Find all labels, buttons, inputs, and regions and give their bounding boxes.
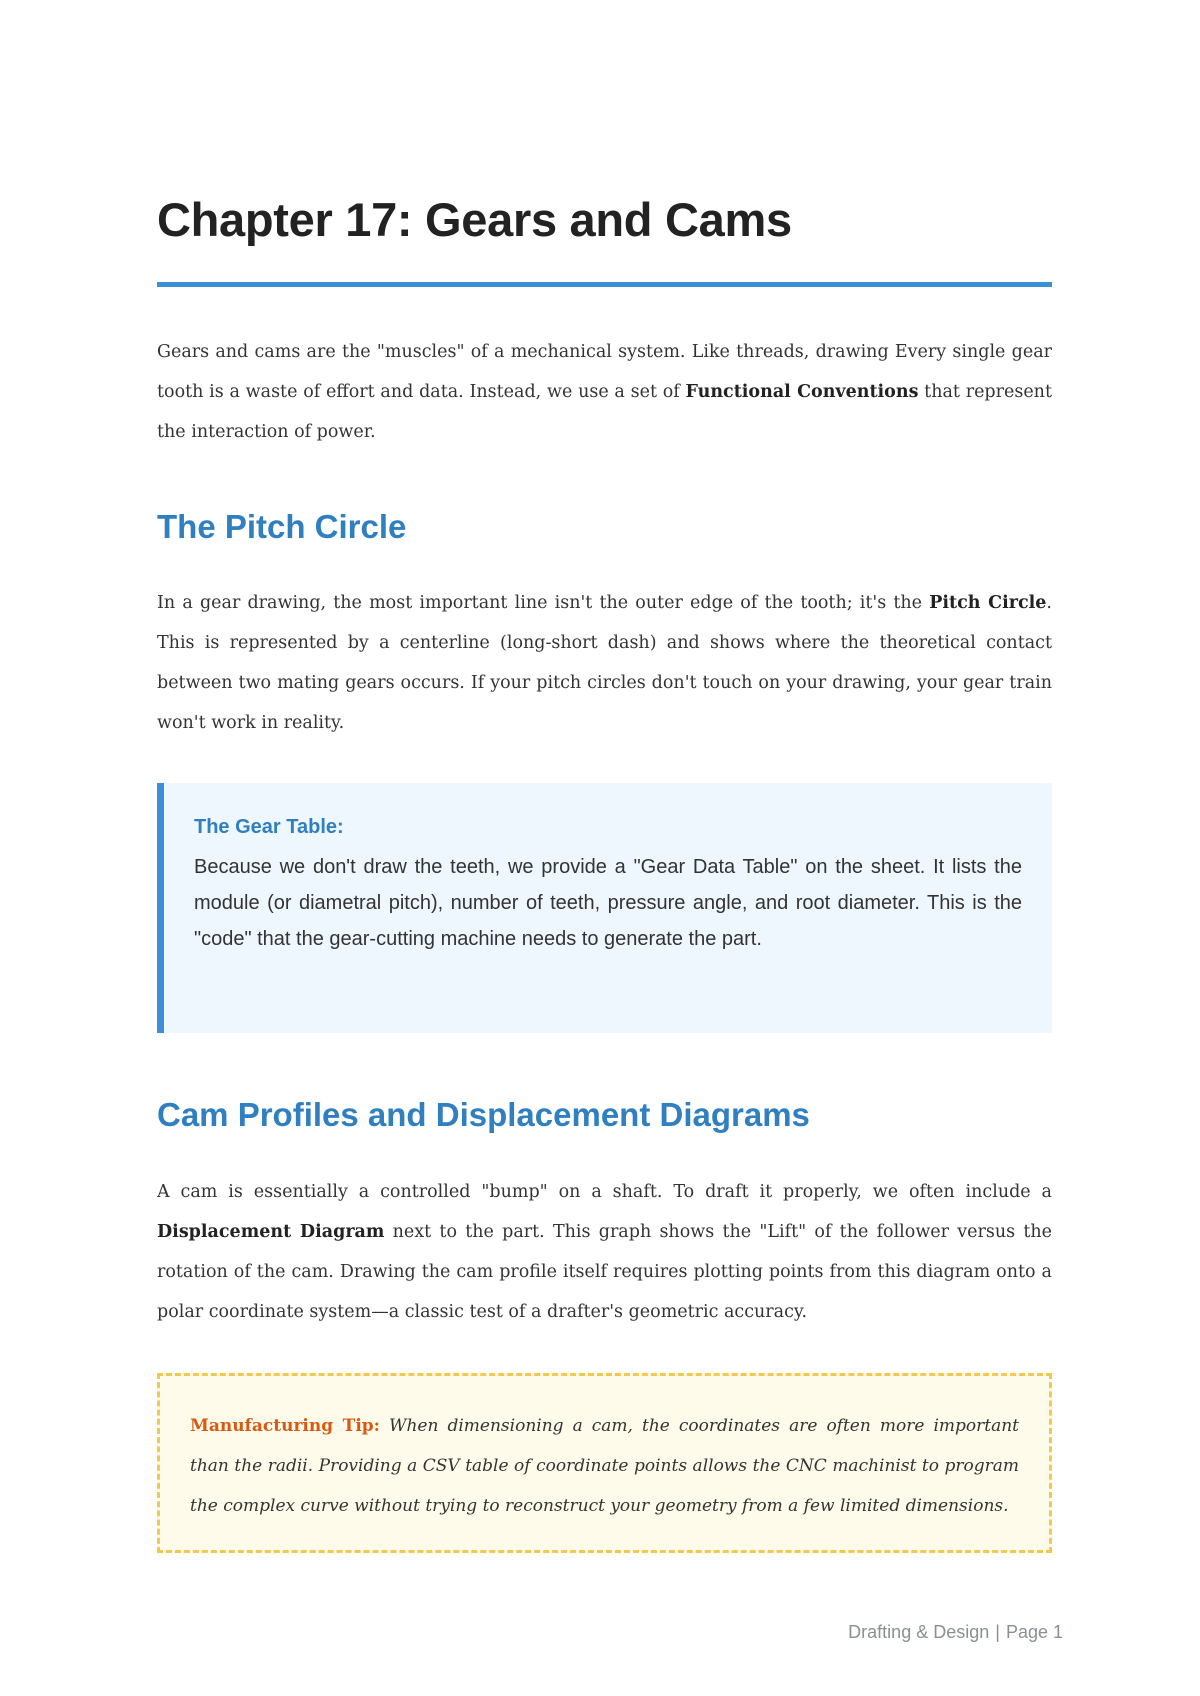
gear-table-callout — [157, 783, 1052, 1033]
gear-table-callout-title: The Gear Table: — [194, 816, 344, 838]
footer-page-number: Page 1 — [1005, 1622, 1063, 1642]
cam-text-1: A cam is essentially a controlled "bump" on a shaft. To draft it properly, we often include a — [157, 1182, 1052, 1202]
manufacturing-tip-callout — [157, 1373, 1052, 1553]
pitch-circle-text-2: . This is represented by a centerline (long-short dash) and shows where the theoretical contact between two mating gears occurs. If your pitch circles don't touch on your drawing, your gear train won't work in reality. — [157, 593, 1052, 733]
title-underline — [157, 282, 1052, 287]
intro-text-1: Gears and cams are the "muscles" of a mechanical system. Like threads, drawing Every single gear tooth is a waste of effort and data. Instead, we use a set of — [157, 342, 1052, 402]
intro-text-2: that represent the interaction of power. — [157, 382, 1052, 442]
pitch-circle-bold-term: Pitch Circle — [929, 593, 1047, 613]
pitch-circle-text-1: In a gear drawing, the most important line isn't the outer edge of the tooth; it's the — [157, 593, 930, 613]
cam-bold-term: Displacement Diagram — [157, 1222, 385, 1242]
manufacturing-tip-body: When dimensioning a cam, the coordinates are often more important than the radii. Providing a CSV table of coordinate points allows the CNC machinist to program the complex curve without trying to reconstruct your geometry from a few limited dimensions. — [190, 1416, 1020, 1516]
intro-bold-term: Functional Conventions — [685, 382, 919, 402]
pitch-circle-heading: The Pitch Circle — [157, 508, 407, 545]
cam-profiles-paragraph — [157, 1172, 1052, 1332]
manufacturing-tip-label: Manufacturing Tip: — [190, 1416, 380, 1436]
cam-text-2: next to the part. This graph shows the "Lift" of the follower versus the rotation of the cam. Drawing the cam profile itself requires plotting points from this diagram onto a polar coordinate system—a classic test of a drafter's geometric accuracy. — [157, 1222, 1053, 1322]
chapter-title: Chapter 17: Gears and Cams — [157, 193, 792, 246]
intro-paragraph — [157, 332, 1052, 452]
page-footer — [848, 1622, 1063, 1643]
footer-book-title: Drafting & Design — [848, 1622, 990, 1642]
gear-table-callout-body: Because we don't draw the teeth, we provide a "Gear Data Table" on the sheet. It lists the module (or diametral pitch), number of teeth, pressure angle, and root diameter. This is the "code" that the gear-cutting machine needs to generate the part. — [194, 856, 1022, 950]
manufacturing-tip-text — [190, 1406, 1019, 1526]
pitch-circle-paragraph — [157, 583, 1052, 743]
cam-profiles-heading: Cam Profiles and Displacement Diagrams — [157, 1096, 810, 1133]
footer-separator: | — [995, 1622, 1000, 1642]
